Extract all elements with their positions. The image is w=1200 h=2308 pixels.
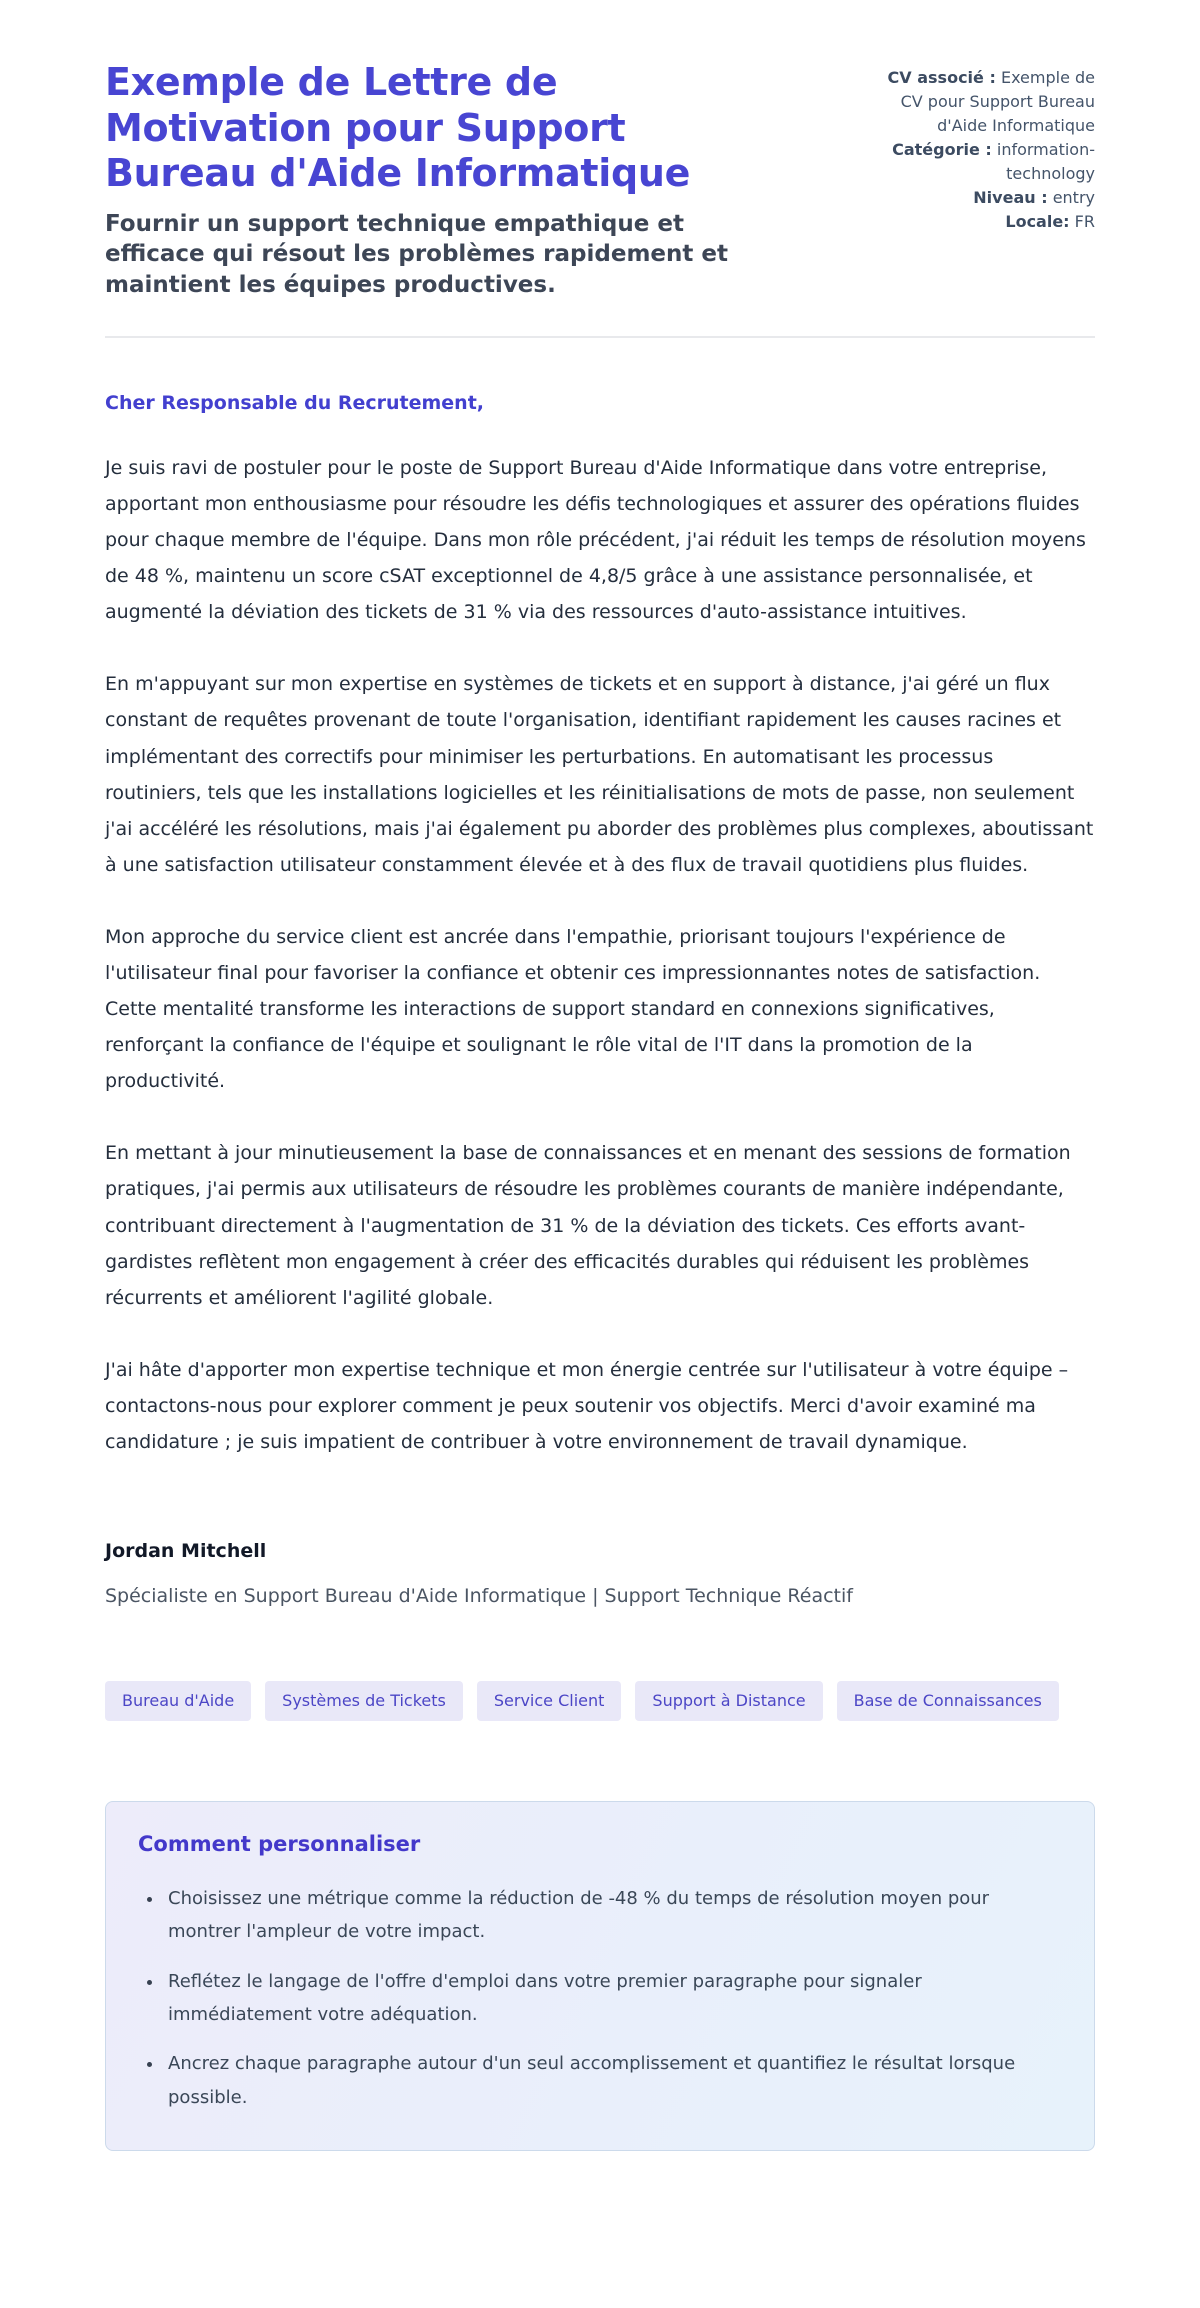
header-divider (105, 336, 1095, 338)
letter-greeting: Cher Responsable du Recrutement, (105, 391, 484, 414)
tag-chip: Service Client (477, 1681, 622, 1721)
letter-paragraph: J'ai hâte d'apporter mon expertise technique et mon énergie centrée sur l'utilisateur à votre équipe – contactons-nous pour explorer comment je peux soutenir vos objectifs. Merci d'avoir examiné ma candidature ; je suis impatient de contribuer à votre environnement de travail dynamique. (105, 1358, 1069, 1454)
tip-item: • Choisissez une métrique comme la réduction de -48 % du temps de résolution moyen pour montrer l'ampleur de votre impact. (164, 1882, 1062, 1949)
meta-value: information-technology (996, 140, 1095, 183)
meta-label: Niveau : (973, 188, 1048, 207)
tip-item: • Reflétez le langage de l'offre d'emploi dans votre premier paragraphe pour signaler immédiatement votre adéquation. (164, 1965, 1062, 2032)
tips-title: Comment personnaliser (138, 1832, 421, 1857)
meta-row (863, 186, 1095, 210)
meta-value: Exemple de CV pour Support Bureau d'Aide Informatique (900, 68, 1095, 135)
tip-item: • Ancrez chaque paragraphe autour d'un seul accomplissement et quantifiez le résultat lorsque possible. (164, 2047, 1062, 2114)
letter-paragraphs (105, 450, 1095, 1460)
letter-paragraph: En mettant à jour minutieusement la base de connaissances et en menant des sessions de formation pratiques, j'ai permis aux utilisateurs de résoudre les problèmes courants de manière indépendante, contribuant directement à l'augmentation de 31 % de la déviation des tickets. Ces efforts avant-gardistes reflètent mon engagement à créer des efficacités durables qui réduisent les problèmes récurrents et améliorent l'agilité globale. (105, 1142, 1071, 1309)
meta-row (863, 138, 1095, 186)
tag-list (105, 1681, 1095, 1721)
letter-paragraph: Mon approche du service client est ancrée dans l'empathie, priorisant toujours l'expérience de l'utilisateur final pour favoriser la confiance et obtenir ces impressionnantes notes de satisfaction. Cette mentalité transforme les interactions de support standard en connexions significatives, renforçant la confiance de l'équipe et soulignant le rôle vital de l'IT dans la promotion de la productivité. (105, 925, 1041, 1093)
meta-label: CV associé : (887, 68, 996, 87)
letter-paragraph: Je suis ravi de postuler pour le poste de Support Bureau d'Aide Informatique dans votre entreprise, apportant mon enthousiasme pour résoudre les défis technologiques et assurer des opérations fluides pour chaque membre de l'équipe. Dans mon rôle précédent, j'ai réduit les temps de résolution moyens de 48 %, maintenu un score cSAT exceptionnel de 4,8/5 grâce à une assistance personnalisée, et augmenté la déviation des tickets de 31 % via des ressources d'auto-assistance intuitives. (105, 456, 1086, 624)
cover-letter-page (105, 0, 1095, 2215)
header-title-block (105, 60, 765, 300)
meta-label: Catégorie : (892, 140, 992, 159)
page-subtitle: Fournir un support technique empathique et efficace qui résout les problèmes rapidement et maintient les équipes productives. (105, 210, 728, 298)
tag-chip: Systèmes de Tickets (265, 1681, 463, 1721)
meta-value: FR (1074, 212, 1095, 231)
page-title: Exemple de Lettre de Motivation pour Support Bureau d'Aide Informatique (105, 60, 691, 196)
tips-list (138, 1882, 1062, 2114)
letter-body (105, 392, 1095, 1607)
tag-chip: Base de Connaissances (837, 1681, 1059, 1721)
tag-chip: Bureau d'Aide (105, 1681, 251, 1721)
meta-value: entry (1052, 188, 1095, 207)
signature-role: Spécialiste en Support Bureau d'Aide Informatique | Support Technique Réactif (105, 1585, 853, 1608)
meta-panel (863, 60, 1095, 234)
signature-name: Jordan Mitchell (105, 1540, 267, 1563)
customization-tips-box (105, 1801, 1095, 2151)
header (105, 60, 1095, 300)
letter-paragraph: En m'appuyant sur mon expertise en systèmes de tickets et en support à distance, j'ai géré un flux constant de requêtes provenant de toute l'organisation, identifiant rapidement les causes racines et implémentant des correctifs pour minimiser les perturbations. En automatisant les processus routiniers, tels que les installations logicielles et les réinitialisations de mots de passe, non seulement j'ai accéléré les résolutions, mais j'ai également pu aborder des problèmes plus complexes, aboutissant à une satisfaction utilisateur constamment élevée et à des flux de travail quotidiens plus fluides. (105, 673, 1094, 876)
meta-label: Locale: (1005, 212, 1070, 231)
meta-row (863, 66, 1095, 138)
tag-chip: Support à Distance (635, 1681, 822, 1721)
meta-row (863, 210, 1095, 234)
